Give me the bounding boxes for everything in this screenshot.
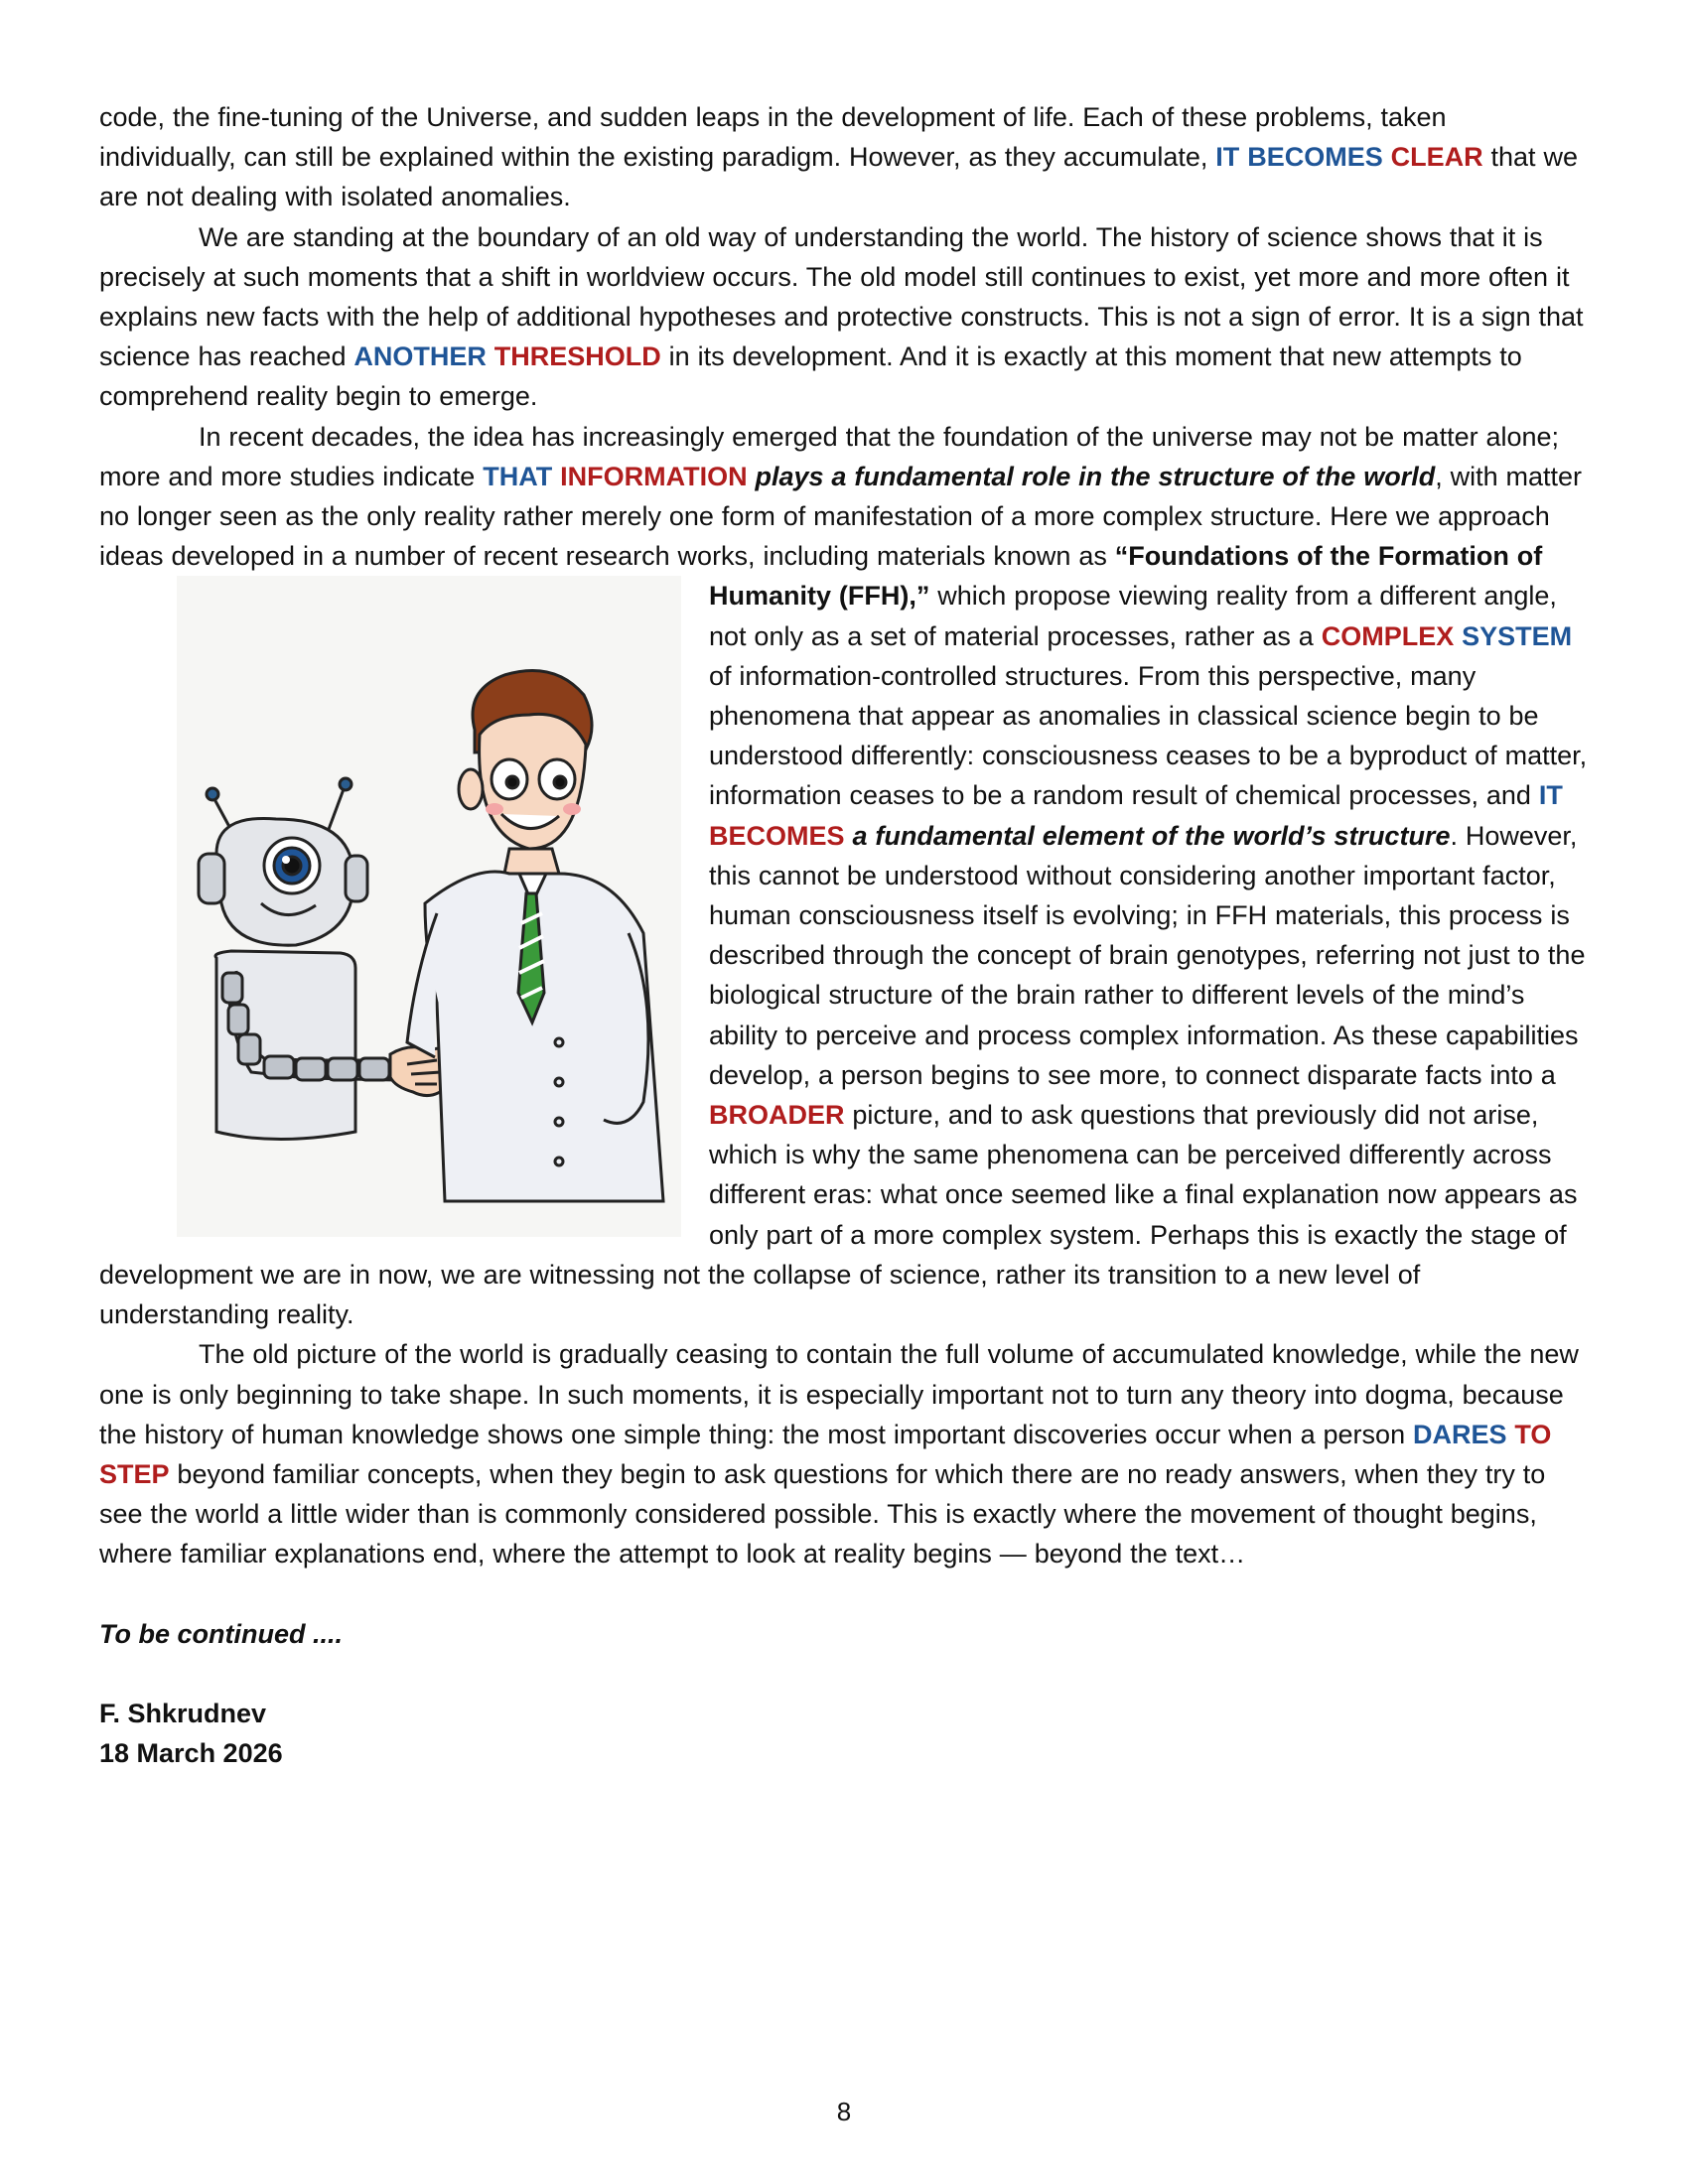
robot-figure: [199, 778, 397, 1140]
paragraph-1: code, the fine-tuning of the Universe, and sudden leaps in the development of life. Each of these problems, taken individually, can still be explained within the existing paradigm. However, as they accumulate, IT BECOMES CLEAR that we are not dealing with isolated anomalies.: [99, 102, 1578, 212]
highlight-it: IT: [1538, 780, 1563, 811]
highlight-dares: DARES: [1412, 1419, 1507, 1449]
paragraph-4: The old picture of the world is gradually ceasing to contain the full volume of accumulated knowledge, while the new one is only beginning to take shape. In such moments, it is especially important not to turn any theory into dogma, because the history of human knowledge shows one simple thing: the most important discoveries occur when a person DARES TO STEP beyond familiar concepts, when they begin to ask questions for which there are no ready answers, when they try to see the world a little wider than is commonly considered possible. This is exactly where the movement of thought begins, where familiar explanations end, where the attempt to look at reality begins — beyond the text…: [99, 1339, 1579, 1570]
to-be-continued: To be continued ....: [99, 1618, 343, 1649]
closing-block: [99, 1614, 1589, 1774]
document-body: [99, 97, 1589, 1773]
publication-date: 18 March 2026: [99, 1737, 283, 1768]
highlight-complex: COMPLEX: [1321, 620, 1455, 651]
highlight-another: ANOTHER: [353, 341, 487, 372]
highlight-information: INFORMATION: [560, 461, 748, 491]
highlight-broader: BROADER: [709, 1100, 845, 1131]
highlight-threshold: THRESHOLD: [493, 341, 661, 372]
author-name: F. Shkrudnev: [99, 1698, 267, 1728]
scientist-figure: [407, 671, 663, 1202]
highlight-becomes: BECOMES: [709, 820, 845, 851]
paragraph-3: In recent decades, the idea has increasingly emerged that the foundation of the universe may not be matter alone; more and more studies indicate THAT INFORMATION plays a fundamental role in the structure of the world, with matter no longer seen as the only reality rather merely one form of manifestation of a more complex structure. Here we approach ideas developed in a number of recent research works, including materials known as “Foundations of the Formation of Humanity (FFH),” which propose viewing reality from a different angle, not only as a set of material processes, rather as a COMPLEX SYSTEM of information-controlled structures. From this perspective, many phenomena that appear as anomalies in classical science begin to be understood differently: consciousness ceases to be a byproduct of matter, information ceases to be a random result of chemical processes, and IT BECOMES a fundamental element of the world’s structure. However, this cannot be understood without considering another important factor, human consciousness itself is evolving; in FFH materials, this process is described through the concept of brain genotypes, referring not just to the biological structure of the brain rather to different levels of the mind’s ability to perceive and process complex information. As these capabilities develop, a person begins to see more, to connect disparate facts into a BROADER picture, and to ask questions that previously did not arise, which is why the same phenomena can be perceived differently across different eras: what once seemed like a final explanation now appears as only part of a more complex system. Perhaps this is exactly the stage of development we are in now, we are witnessing not the collapse of science, rather its transition to a new level of understanding reality.: [99, 421, 1588, 1330]
highlight-it-becomes: IT BECOMES: [1215, 142, 1383, 173]
highlight-clear: CLEAR: [1390, 142, 1483, 173]
emphasis-ffh-title: “Foundations of the Formation of Humanity (FFH),”: [709, 541, 1543, 612]
page-number: 8: [836, 2097, 852, 2126]
highlight-to-step: TO STEP: [99, 1419, 1552, 1489]
emphasis-fundamental-role: plays a fundamental role in the structure of the world: [755, 461, 1436, 491]
highlight-system: SYSTEM: [1462, 620, 1573, 651]
emphasis-fundamental-element: a fundamental element of the world’s structure: [852, 820, 1451, 851]
robot-scientist-handshake-illustration: [177, 576, 681, 1237]
highlight-that: THAT: [483, 461, 553, 491]
paragraph-2: We are standing at the boundary of an old way of understanding the world. The history of science shows that it is precisely at such moments that a shift in worldview occurs. The old model still continues to exist, yet more and more often it explains new facts with the help of additional hypotheses and protective constructs. This is not a sign of error. It is a sign that science has reached ANOTHER THRESHOLD in its development. And it is exactly at this moment that new attempts to comprehend reality begin to emerge.: [99, 221, 1584, 412]
